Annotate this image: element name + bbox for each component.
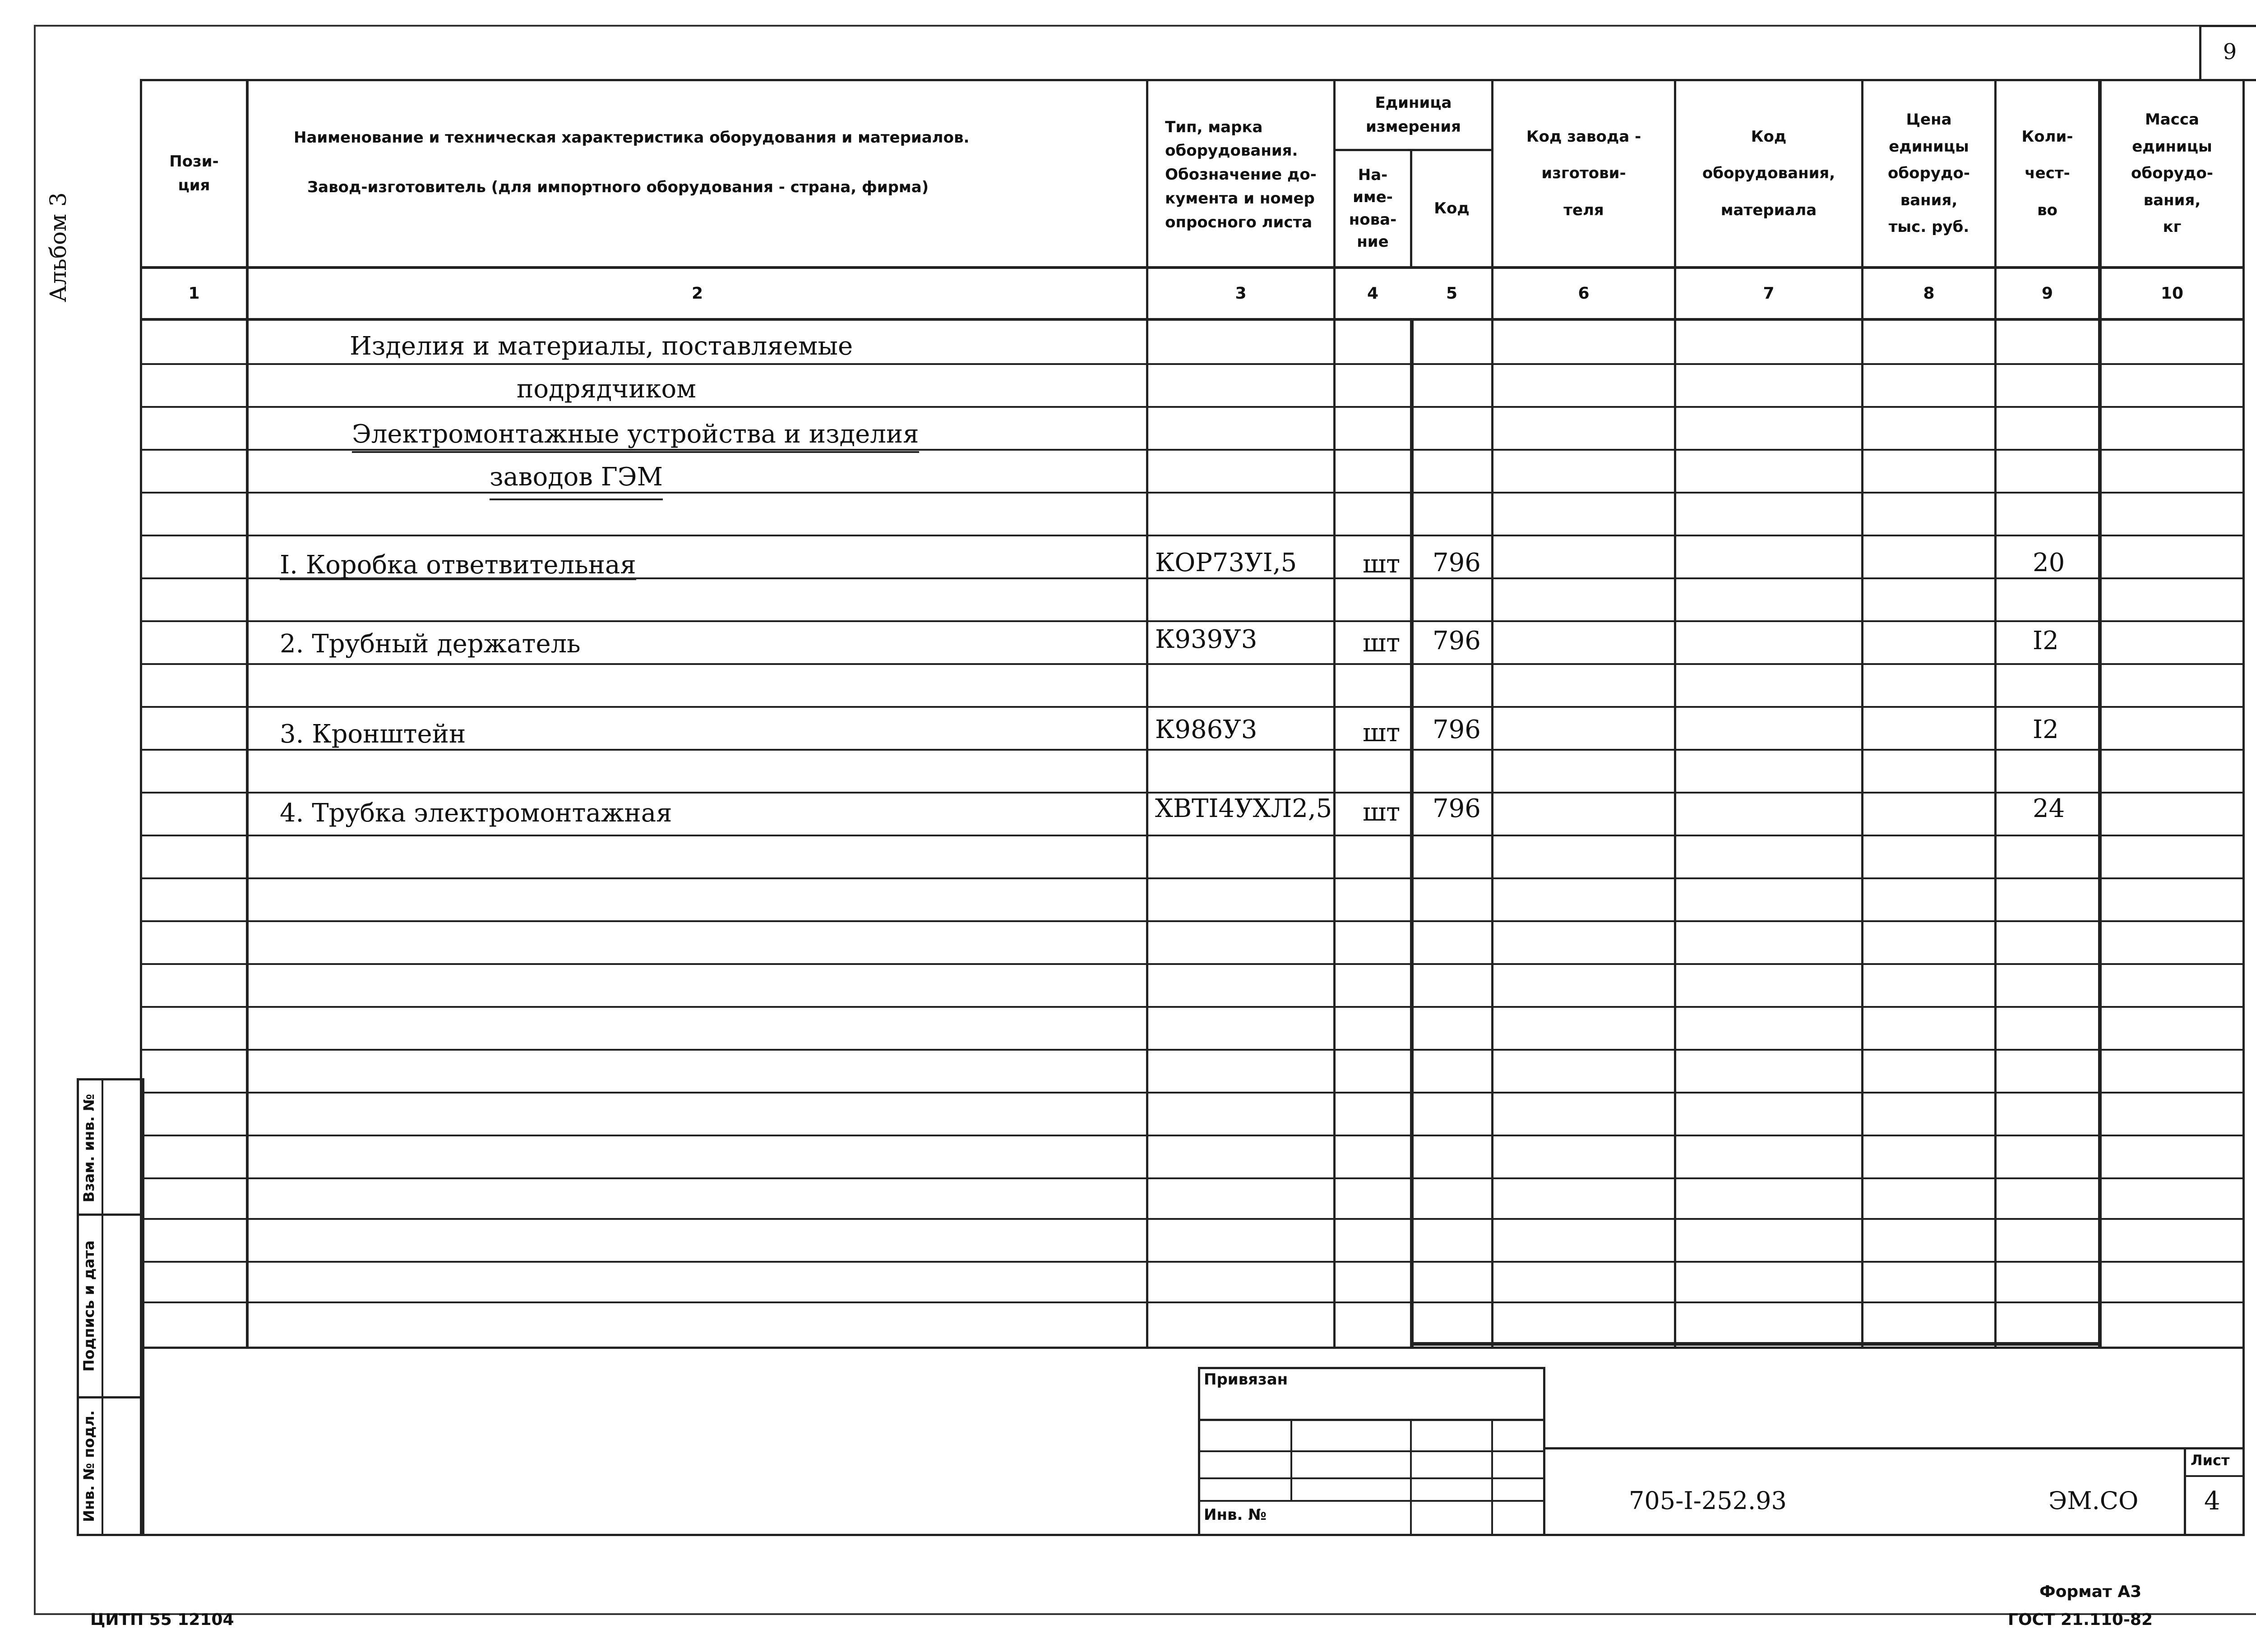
row-line [140,535,2245,536]
title-block-top-line [140,1347,2245,1349]
thick-right-box [1410,1342,2102,1346]
header-type: Тип, марка оборудования. Обозначение до- кумента и номер опросного листа [1165,118,1317,231]
header-name-line1: Наименование и техническая характеристика оборудования и материалов. [294,128,970,147]
colnum-5: 5 [1446,284,1458,303]
header-mass: Масса единицы оборудо- вания, кг [2131,111,2213,236]
item-3-unit: шт [1363,718,1401,748]
side-stamp-divider-v [102,1078,103,1536]
privyazan-label: Привязан [1204,1371,1288,1389]
colnum-1: 1 [188,284,200,303]
row-line [140,877,2245,879]
item-3-qty: I2 [2033,715,2059,744]
row-line [140,1218,2245,1220]
colnum-10: 10 [2160,284,2184,303]
item-2-unit: шт [1363,628,1401,658]
header-name-line2: Завод-изготовитель (для импортного оборудования - страна, фирма) [307,178,929,196]
item-2-code: 796 [1433,626,1481,655]
footer-gost: ГОСТ 21.110-82 [2008,1610,2153,1629]
row-line [140,706,2245,708]
item-3-name: 3. Кронштейн [280,720,466,749]
item-4-qty: 24 [2033,794,2065,823]
item-3-type: К986У3 [1155,715,1257,744]
row-line [140,406,2245,408]
item-1-type: КОР73УI,5 [1155,548,1297,577]
section-title-3: Электромонтажные устройства и изделия [352,420,919,453]
colnum-9: 9 [2041,284,2053,303]
row-line [140,1006,2245,1008]
album-label: Альбом 3 [45,192,71,302]
title-doc-line [1545,1447,2245,1449]
sheet-box-divider [2184,1475,2245,1477]
hline-colnums [140,318,2245,321]
row-line [140,792,2245,794]
row-line [140,1135,2245,1136]
privyazan-vline-3 [1491,1419,1493,1536]
header-unit-name: На- име- нова- ние [1349,166,1397,251]
item-3-code: 796 [1433,715,1481,744]
footer-format: Формат А3 [2039,1583,2142,1601]
privyazan-vline-1 [1290,1419,1292,1500]
item-4-type: ХВТI4УХЛ2,5 [1155,794,1332,823]
item-2-qty: I2 [2033,626,2059,655]
colnum-3: 3 [1235,284,1247,303]
row-line [140,663,2245,665]
item-2-type: К939У3 [1155,625,1257,654]
privyazan-hline-1 [1198,1419,1545,1421]
colnum-6: 6 [1578,284,1590,303]
row-line [140,749,2245,751]
item-4-unit: шт [1363,798,1401,827]
colnum-8: 8 [1923,284,1935,303]
privyazan-vline-2 [1410,1419,1412,1536]
item-4-name: 4. Трубка электромонтажная [280,798,672,828]
row-line [140,920,2245,922]
privyazan-hline-2 [1198,1450,1545,1452]
row-line [140,1177,2245,1179]
header-equipment-code: Код оборудования, материала [1702,127,1835,219]
privyazan-hline-3 [1198,1477,1545,1479]
header-unit-code: Код [1434,199,1470,218]
doc-code: ЭМ.СО [2048,1486,2139,1515]
side-stamp-signature: Подпись и дата [80,1240,97,1372]
side-stamp-replace: Взам. инв. № [80,1094,97,1203]
section-title-4: заводов ГЭМ [490,462,663,500]
colnum-4: 4 [1367,284,1379,303]
section-title-2: подрядчиком [517,374,696,408]
row-line [140,492,2245,494]
header-unit-group: Единица измерения [1366,94,1461,136]
item-4-code: 796 [1433,794,1481,823]
privyazan-hline-4 [1198,1500,1545,1502]
sheet-label: Лист [2191,1452,2230,1469]
row-line [140,620,2245,622]
header-quantity: Коли- чест- во [2021,127,2073,219]
row-line [140,1261,2245,1263]
doc-number: 705-I-252.93 [1629,1486,1787,1515]
row-line [140,1092,2245,1094]
row-line [140,1301,2245,1303]
section-title-1: Изделия и материалы, поставляемые [350,332,853,365]
vline-c9 [2098,79,2102,1349]
colnum-2: 2 [691,284,703,303]
item-2-name: 2. Трубный держатель [280,629,581,659]
item-1-name: I. Коробка ответвительная [280,550,636,580]
inv-no-label: Инв. № [1204,1506,1267,1524]
row-line [140,1049,2245,1051]
sheet-number: 4 [2204,1486,2220,1516]
colnum-7: 7 [1763,284,1775,303]
header-factory-code: Код завода - изготови- теля [1526,127,1641,219]
side-stamp-inventory: Инв. № подл. [80,1410,97,1522]
row-line [140,835,2245,836]
row-line [140,963,2245,965]
footer-left: ЦИТП 55 12104 [90,1610,234,1629]
header-position: Пози- ция [169,152,219,194]
header-price: Цена единицы оборудо- вания, тыс. руб. [1888,111,1970,236]
corner-sheet-number: 9 [2223,39,2237,65]
item-1-qty: 20 [2033,548,2065,577]
item-1-unit: шт [1363,549,1401,579]
item-1-code: 796 [1433,548,1481,577]
